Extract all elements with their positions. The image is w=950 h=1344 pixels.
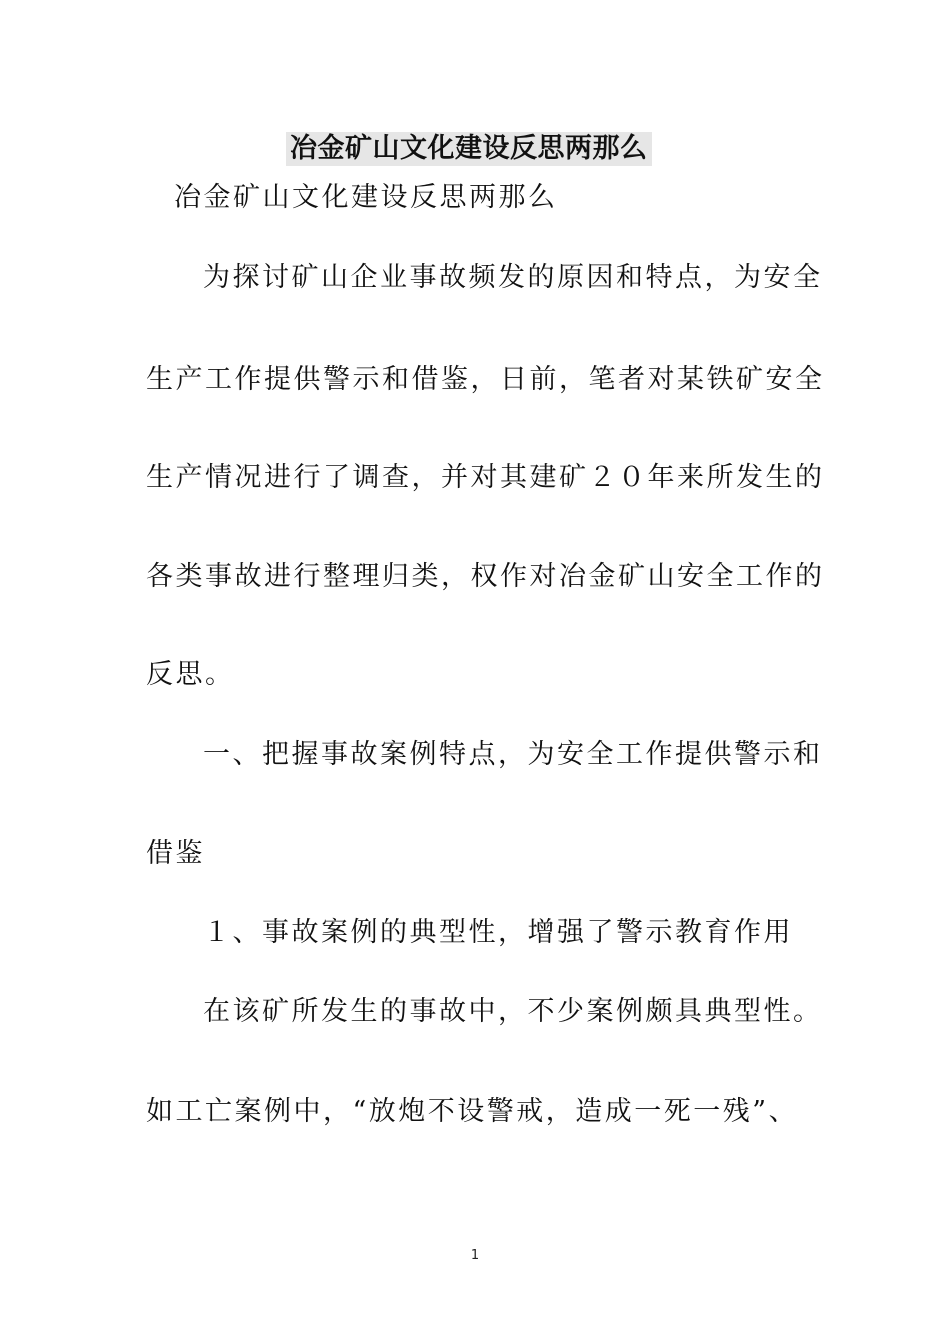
document-title: 冶金矿山文化建设反思两那么 — [286, 132, 652, 166]
paragraph-line: 为探讨矿山企业事故频发的原因和特点，为安全 — [203, 262, 823, 293]
subsection-heading: １、事故案例的典型性，增强了警示教育作用 — [203, 917, 793, 948]
paragraph-line: 生产情况进行了调查，并对其建矿２０年来所发生的 — [146, 462, 825, 493]
page-number: 1 — [470, 1248, 480, 1263]
paragraph-line: 如工亡案例中，“放炮不设警戒，造成一死一残”、 — [146, 1096, 799, 1127]
paragraph-line: 各类事故进行整理归类，权作对冶金矿山安全工作的 — [146, 561, 825, 592]
subtitle-line: 冶金矿山文化建设反思两那么 — [174, 182, 558, 213]
paragraph-line: 反思。 — [146, 659, 235, 690]
section-heading-line: 一、把握事故案例特点，为安全工作提供警示和 — [203, 739, 823, 770]
section-heading-line: 借鉴 — [146, 838, 205, 869]
paragraph-line: 在该矿所发生的事故中，不少案例颇具典型性。 — [203, 996, 823, 1027]
paragraph-line: 生产工作提供警示和借鉴，日前，笔者对某铁矿安全 — [146, 364, 825, 395]
